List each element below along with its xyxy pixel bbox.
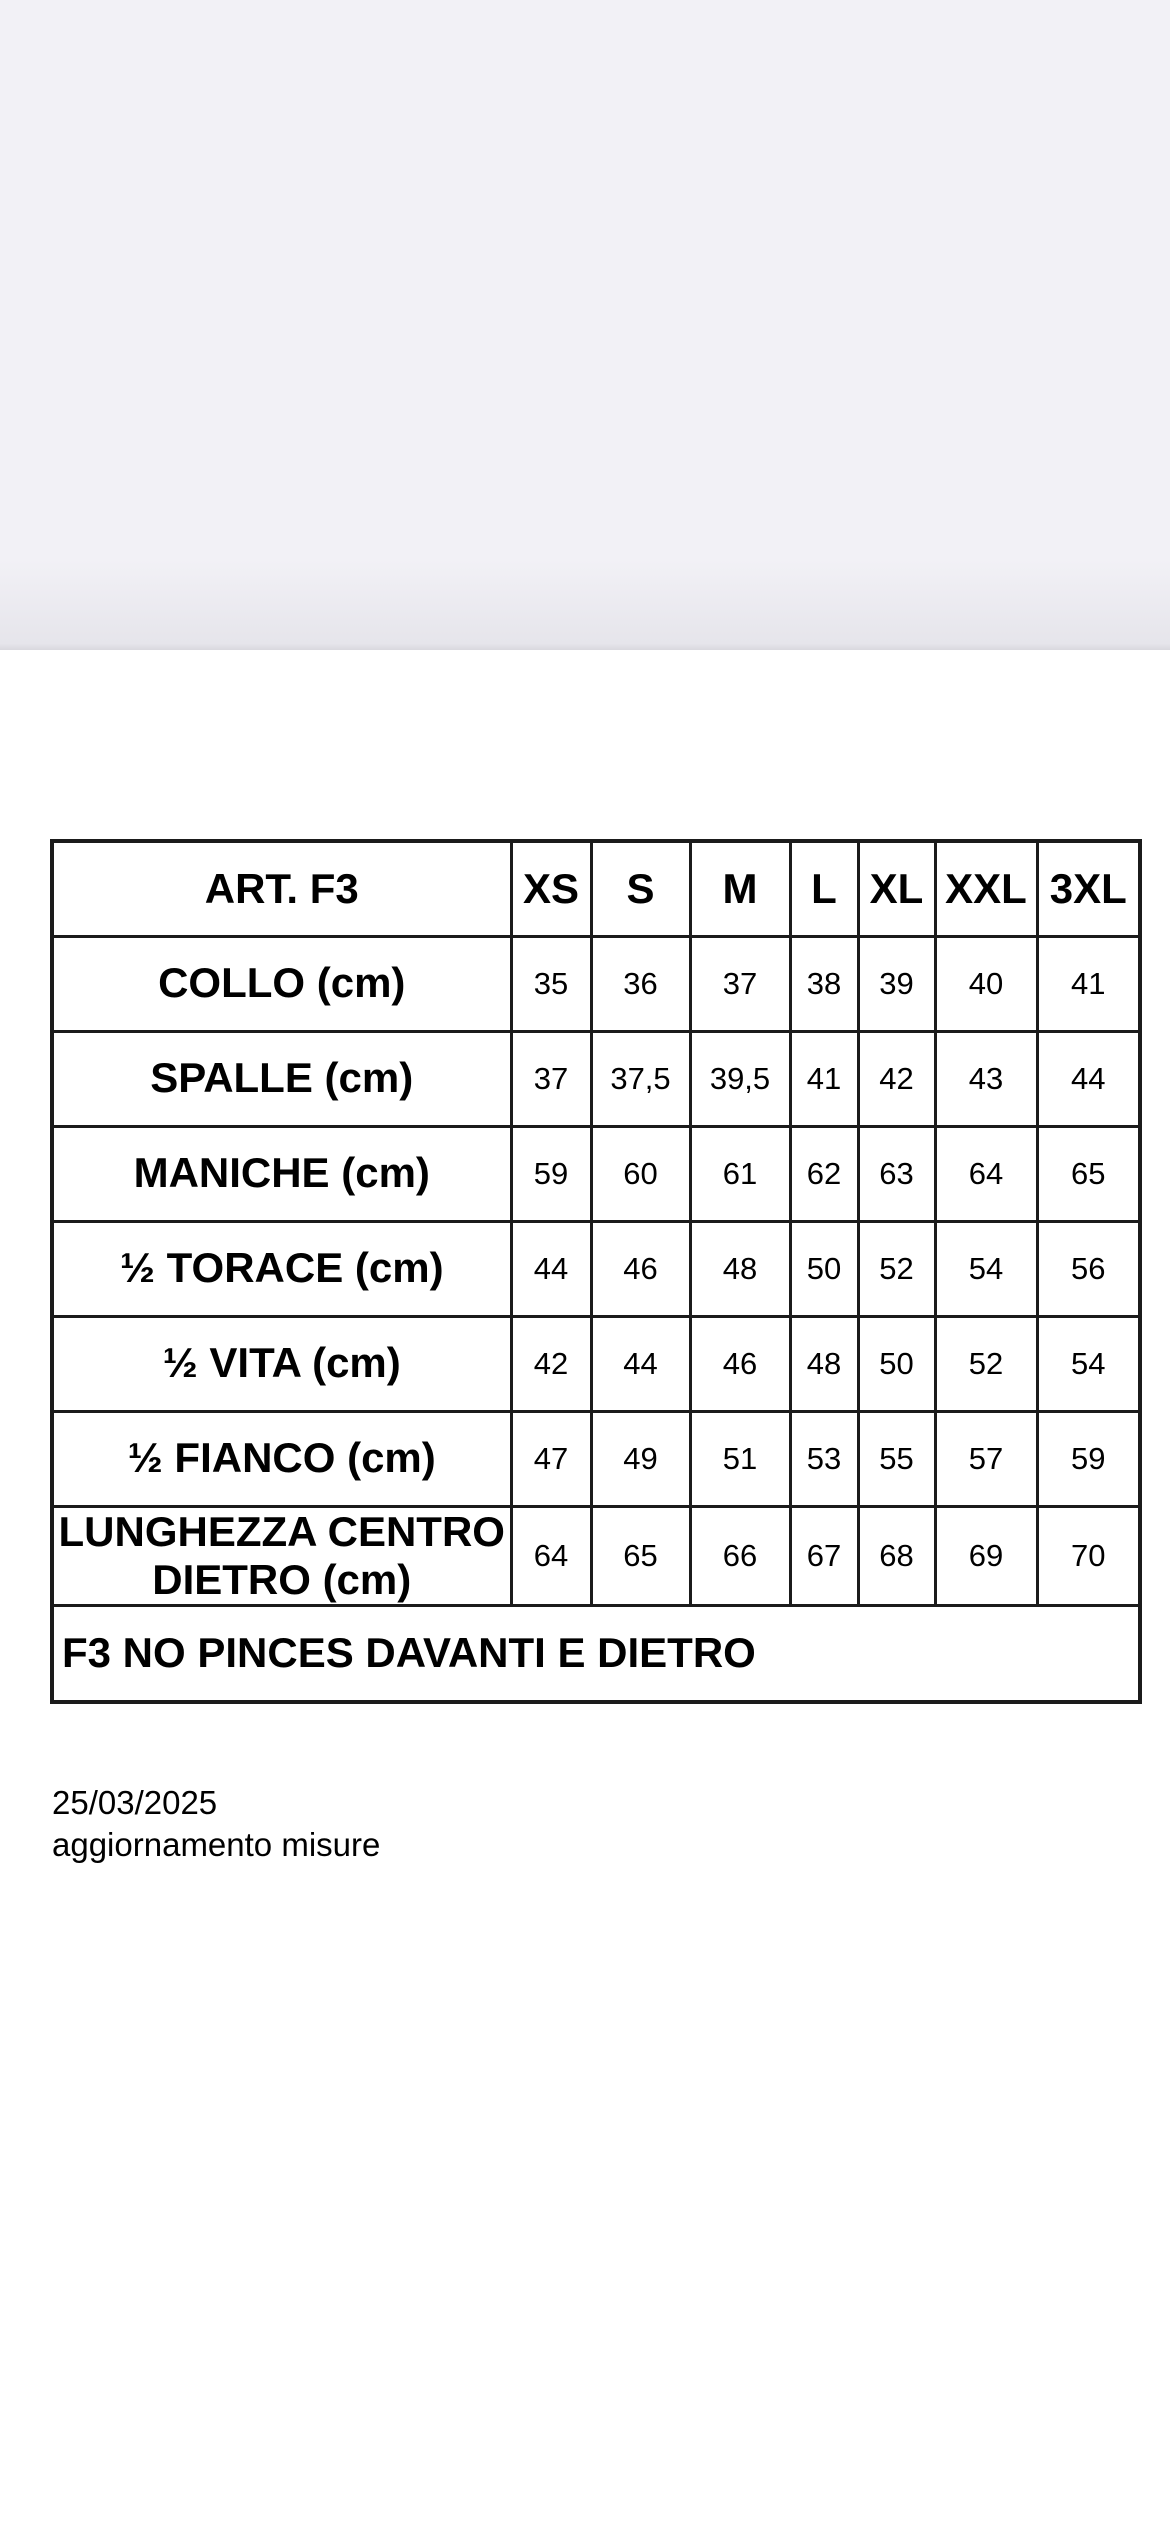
measurement-row <box>52 936 1140 1031</box>
footer-note-cell: F3 NO PINCES DAVANTI E DIETRO <box>52 1606 1140 1702</box>
size-header-cell: XL <box>858 841 935 936</box>
size-header-cell: L <box>790 841 858 936</box>
measurement-value-cell: 39,5 <box>690 1031 790 1126</box>
measurement-value-cell: 44 <box>1037 1031 1140 1126</box>
measurement-value-cell: 41 <box>790 1031 858 1126</box>
measurement-row <box>52 1506 1140 1606</box>
size-header-cell: XXL <box>935 841 1037 936</box>
measurement-value-cell: 35 <box>511 936 591 1031</box>
measurement-value-cell: 46 <box>591 1221 690 1316</box>
measurement-value-cell: 37,5 <box>591 1031 690 1126</box>
measurement-value-cell: 63 <box>858 1126 935 1221</box>
measurement-row <box>52 1411 1140 1506</box>
measurement-label-cell: MANICHE (cm) <box>52 1126 511 1221</box>
measurement-value-cell: 65 <box>591 1506 690 1606</box>
measurement-label-cell: ½ FIANCO (cm) <box>52 1411 511 1506</box>
measurement-value-cell: 49 <box>591 1411 690 1506</box>
measurement-value-cell: 65 <box>1037 1126 1140 1221</box>
measurement-value-cell: 70 <box>1037 1506 1140 1606</box>
measurement-value-cell: 59 <box>511 1126 591 1221</box>
measurement-value-cell: 54 <box>935 1221 1037 1316</box>
size-header-cell: XS <box>511 841 591 936</box>
measurement-row <box>52 1031 1140 1126</box>
update-date: 25/03/2025 <box>52 1784 218 1821</box>
measurement-value-cell: 44 <box>511 1221 591 1316</box>
measurement-label-cell: SPALLE (cm) <box>52 1031 511 1126</box>
measurement-value-cell: 37 <box>511 1031 591 1126</box>
measurement-row <box>52 1316 1140 1411</box>
measurement-value-cell: 41 <box>1037 936 1140 1031</box>
measurement-value-cell: 67 <box>790 1506 858 1606</box>
measurement-value-cell: 37 <box>690 936 790 1031</box>
measurement-value-cell: 43 <box>935 1031 1037 1126</box>
measurement-row <box>52 1221 1140 1316</box>
measurement-value-cell: 48 <box>790 1316 858 1411</box>
measurement-value-cell: 44 <box>591 1316 690 1411</box>
measurement-value-cell: 54 <box>1037 1316 1140 1411</box>
table-footer-row <box>52 1606 1140 1702</box>
measurement-value-cell: 60 <box>591 1126 690 1221</box>
measurement-value-cell: 52 <box>935 1316 1037 1411</box>
measurement-value-cell: 39 <box>858 936 935 1031</box>
measurement-label-cell: ½ VITA (cm) <box>52 1316 511 1411</box>
measurement-value-cell: 42 <box>858 1031 935 1126</box>
app-top-background <box>0 0 1170 650</box>
measurement-value-cell: 55 <box>858 1411 935 1506</box>
measurement-value-cell: 47 <box>511 1411 591 1506</box>
measurement-label-cell: COLLO (cm) <box>52 936 511 1031</box>
update-note: aggiornamento misure <box>52 1826 381 1863</box>
size-chart-table <box>50 839 1142 1704</box>
measurement-label-cell: ½ TORACE (cm) <box>52 1221 511 1316</box>
measurement-value-cell: 64 <box>935 1126 1037 1221</box>
size-header-cell: M <box>690 841 790 936</box>
measurement-value-cell: 46 <box>690 1316 790 1411</box>
measurement-value-cell: 59 <box>1037 1411 1140 1506</box>
measurement-value-cell: 56 <box>1037 1221 1140 1316</box>
measurement-label-cell: LUNGHEZZA CENTRO DIETRO (cm) <box>52 1506 511 1606</box>
measurement-value-cell: 48 <box>690 1221 790 1316</box>
measurement-value-cell: 52 <box>858 1221 935 1316</box>
measurement-value-cell: 66 <box>690 1506 790 1606</box>
measurement-value-cell: 50 <box>858 1316 935 1411</box>
measurement-value-cell: 40 <box>935 936 1037 1031</box>
article-title-cell: ART. F3 <box>52 841 511 936</box>
measurement-row <box>52 1126 1140 1221</box>
update-annotation <box>52 1782 380 1866</box>
measurement-value-cell: 38 <box>790 936 858 1031</box>
measurement-value-cell: 53 <box>790 1411 858 1506</box>
measurement-value-cell: 36 <box>591 936 690 1031</box>
document-page <box>0 650 1170 2532</box>
measurement-value-cell: 69 <box>935 1506 1037 1606</box>
measurement-value-cell: 42 <box>511 1316 591 1411</box>
measurement-value-cell: 51 <box>690 1411 790 1506</box>
measurement-value-cell: 68 <box>858 1506 935 1606</box>
size-header-cell: S <box>591 841 690 936</box>
table-header-row <box>52 841 1140 936</box>
measurement-value-cell: 62 <box>790 1126 858 1221</box>
measurement-value-cell: 61 <box>690 1126 790 1221</box>
measurement-value-cell: 64 <box>511 1506 591 1606</box>
measurement-value-cell: 57 <box>935 1411 1037 1506</box>
measurement-value-cell: 50 <box>790 1221 858 1316</box>
size-header-cell: 3XL <box>1037 841 1140 936</box>
